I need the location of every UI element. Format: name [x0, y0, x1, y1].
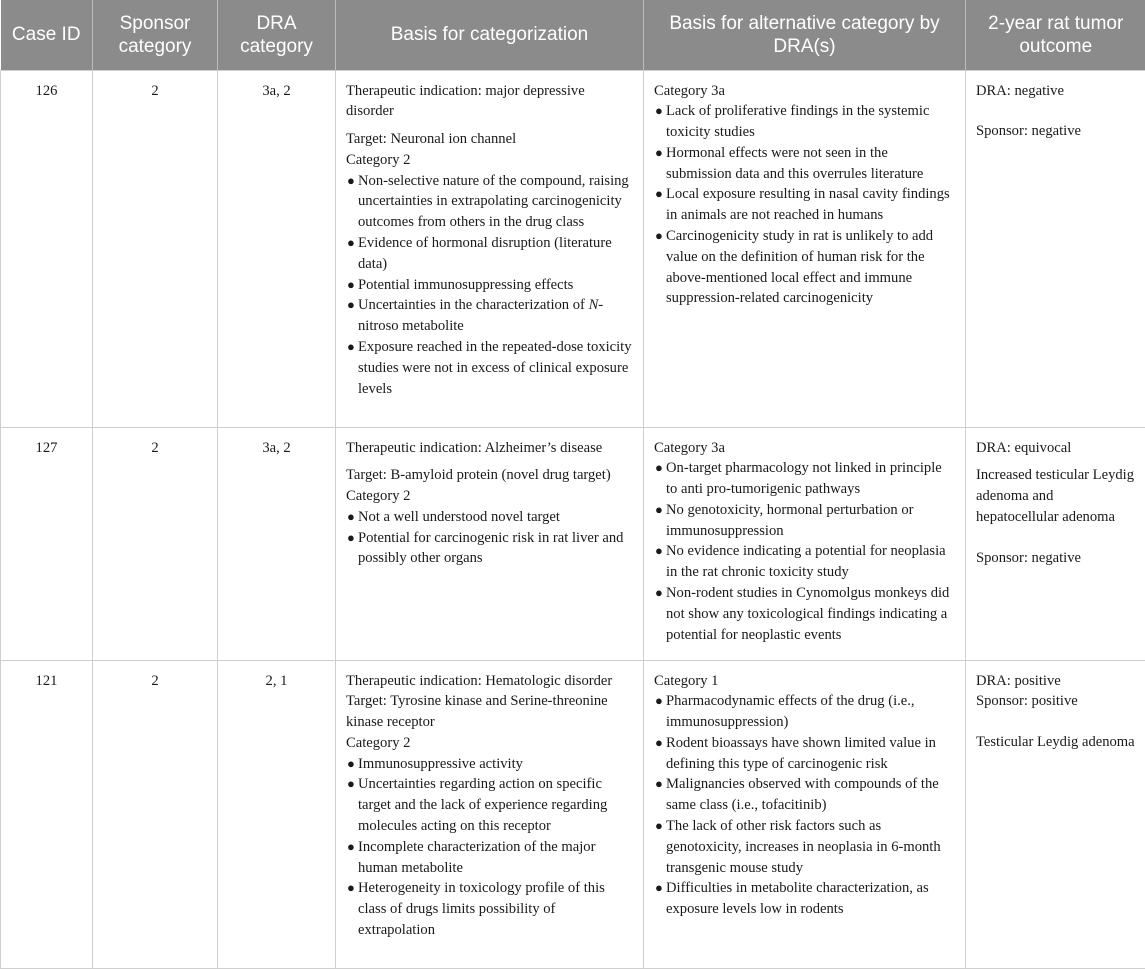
header-alternative-basis: Basis for alternative category by DRA(s) — [644, 0, 966, 70]
list-item: ● Potential immunosuppressing effects — [346, 275, 633, 296]
basis-cell — [336, 660, 644, 968]
tumor-outcome-cell — [966, 660, 1145, 968]
list-item: ● Non-selective nature of the compound, raising uncertainties in extrapolating carcinogenicity outcomes from others in the drug class — [346, 171, 633, 233]
target-text: Target: B-amyloid protein (novel drug target) — [346, 465, 633, 486]
list-item: ● Local exposure resulting in nasal cavity findings in animals are not reached in humans — [654, 184, 955, 226]
list-item: ● Lack of proliferative findings in the systemic toxicity studies — [654, 101, 955, 143]
dra-outcome: DRA: positive — [976, 671, 1135, 692]
list-item: ● The lack of other risk factors such as genotoxicity, increases in neoplasia in 6-month transgenic mouse study — [654, 816, 955, 878]
case-id-cell: 121 — [1, 660, 93, 968]
list-item: ● Carcinogenicity study in rat is unlikely to add value on the definition of human risk for the above-mentioned local effect and immune suppression-related carcinogenicity — [654, 226, 955, 309]
table-row — [1, 660, 1145, 968]
dra-category-cell: 3a, 2 — [218, 70, 336, 427]
list-item: ● Potential for carcinogenic risk in rat liver and possibly other organs — [346, 528, 633, 570]
list-item: ● No genotoxicity, hormonal perturbation or immunosuppression — [654, 500, 955, 542]
list-item: ● Non-rodent studies in Cynomolgus monkeys did not show any toxicological findings indicating a potential for neoplastic events — [654, 583, 955, 645]
tumor-outcome-cell — [966, 427, 1145, 660]
list-item: ● On-target pharmacology not linked in principle to anti pro-tumorigenic pathways — [654, 458, 955, 500]
sponsor-outcome: Sponsor: negative — [976, 548, 1135, 569]
indication-text: Therapeutic indication: major depressive disorder — [346, 81, 633, 123]
tumor-outcome-cell — [966, 70, 1145, 427]
category-label: Category 3a — [654, 438, 955, 459]
case-id-cell: 126 — [1, 70, 93, 427]
category-label: Category 2 — [346, 486, 633, 507]
basis-bullet-list — [346, 171, 633, 400]
list-item: ● Rodent bioassays have shown limited value in defining this type of carcinogenic risk — [654, 733, 955, 775]
table-row — [1, 427, 1145, 660]
list-item: ● Immunosuppressive activity — [346, 754, 633, 775]
header-dra-category: DRA category — [218, 0, 336, 70]
tumor-finding: Testicular Leydig adenoma — [976, 732, 1135, 753]
sponsor-outcome: Sponsor: negative — [976, 121, 1135, 142]
basis-cell — [336, 427, 644, 660]
category-label: Category 1 — [654, 671, 955, 692]
sponsor-category-cell: 2 — [93, 70, 218, 427]
target-text: Target: Tyrosine kinase and Serine-threonine kinase receptor — [346, 691, 633, 733]
alternative-basis-cell — [644, 427, 966, 660]
list-item: ● Uncertainties in the characterization of N-nitroso metabolite — [346, 295, 633, 337]
category-label: Category 2 — [346, 733, 633, 754]
sponsor-outcome: Sponsor: positive — [976, 691, 1135, 712]
list-item: ● Uncertainties regarding action on specific target and the lack of experience regarding molecules acting on this receptor — [346, 774, 633, 836]
category-label: Category 3a — [654, 81, 955, 102]
dra-category-cell: 3a, 2 — [218, 427, 336, 660]
header-case-id: Case ID — [1, 0, 93, 70]
header-sponsor-category: Sponsor category — [93, 0, 218, 70]
table-row — [1, 70, 1145, 427]
table-header — [1, 0, 1145, 70]
dra-outcome: DRA: negative — [976, 81, 1135, 102]
category-label: Category 2 — [346, 150, 633, 171]
alternative-bullet-list — [654, 691, 955, 920]
list-item: ● Exposure reached in the repeated-dose toxicity studies were not in excess of clinical exposure levels — [346, 337, 633, 399]
basis-bullet-list — [346, 507, 633, 569]
alternative-bullet-list — [654, 458, 955, 645]
dra-outcome: DRA: equivocal — [976, 438, 1135, 459]
list-item: ● Incomplete characterization of the major human metabolite — [346, 837, 633, 879]
list-item: ● Difficulties in metabolite characterization, as exposure levels low in rodents — [654, 878, 955, 920]
indication-text: Therapeutic indication: Alzheimer’s disease — [346, 438, 633, 459]
sponsor-category-cell: 2 — [93, 660, 218, 968]
list-item: ● Pharmacodynamic effects of the drug (i.e., immunosuppression) — [654, 691, 955, 733]
list-item: ● Evidence of hormonal disruption (literature data) — [346, 233, 633, 275]
alternative-basis-cell — [644, 70, 966, 427]
list-item: ● Heterogeneity in toxicology profile of this class of drugs limits possibility of extrapolation — [346, 878, 633, 940]
sponsor-category-cell: 2 — [93, 427, 218, 660]
target-text: Target: Neuronal ion channel — [346, 129, 633, 150]
indication-text: Therapeutic indication: Hematologic disorder — [346, 671, 633, 692]
basis-cell — [336, 70, 644, 427]
alternative-basis-cell — [644, 660, 966, 968]
list-item: ● Malignancies observed with compounds of the same class (i.e., tofacitinib) — [654, 774, 955, 816]
list-item: ● Not a well understood novel target — [346, 507, 633, 528]
header-tumor-outcome: 2-year rat tumor outcome — [966, 0, 1145, 70]
case-id-cell: 127 — [1, 427, 93, 660]
alternative-bullet-list — [654, 101, 955, 309]
list-item: ● No evidence indicating a potential for neoplasia in the rat chronic toxicity study — [654, 541, 955, 583]
tumor-finding: Increased testicular Leydig adenoma and hepatocellular adenoma — [976, 465, 1135, 527]
basis-bullet-list — [346, 754, 633, 941]
header-basis: Basis for categorization — [336, 0, 644, 70]
dra-category-cell: 2, 1 — [218, 660, 336, 968]
list-item: ● Hormonal effects were not seen in the submission data and this overrules literature — [654, 143, 955, 185]
